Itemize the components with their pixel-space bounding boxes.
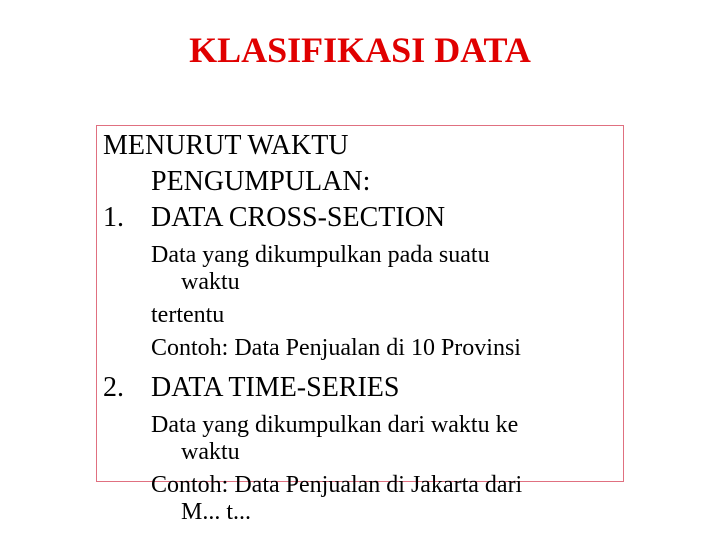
example-1: Contoh: Data Penjualan di 10 Provinsi	[151, 335, 521, 361]
heading-line-2: PENGUMPULAN:	[151, 166, 371, 197]
definition-1-line-3: tertentu	[151, 302, 225, 328]
list-label-1: DATA CROSS-SECTION	[151, 202, 446, 233]
heading-line-1: MENURUT WAKTU	[103, 130, 349, 161]
slide-body	[103, 128, 703, 526]
definition-1-line-2: waktu	[181, 269, 240, 295]
example-2: Contoh: Data Penjualan di Jakarta dari	[151, 472, 523, 498]
definition-2-line-1: Data yang dikumpulkan dari waktu ke	[151, 412, 519, 438]
definition-1-line-1: Data yang dikumpulkan pada suatu	[151, 242, 490, 268]
slide-title: KLASIFIKASI DATA	[189, 30, 531, 70]
list-number-1: 1.	[103, 202, 124, 233]
definition-2-line-2: waktu	[181, 439, 240, 465]
list-label-2: DATA TIME-SERIES	[151, 372, 400, 403]
list-item-1	[103, 200, 703, 236]
list-number-2: 2.	[103, 372, 124, 403]
list-item-2	[103, 370, 703, 406]
example-2-continued: M... t...	[181, 499, 252, 525]
